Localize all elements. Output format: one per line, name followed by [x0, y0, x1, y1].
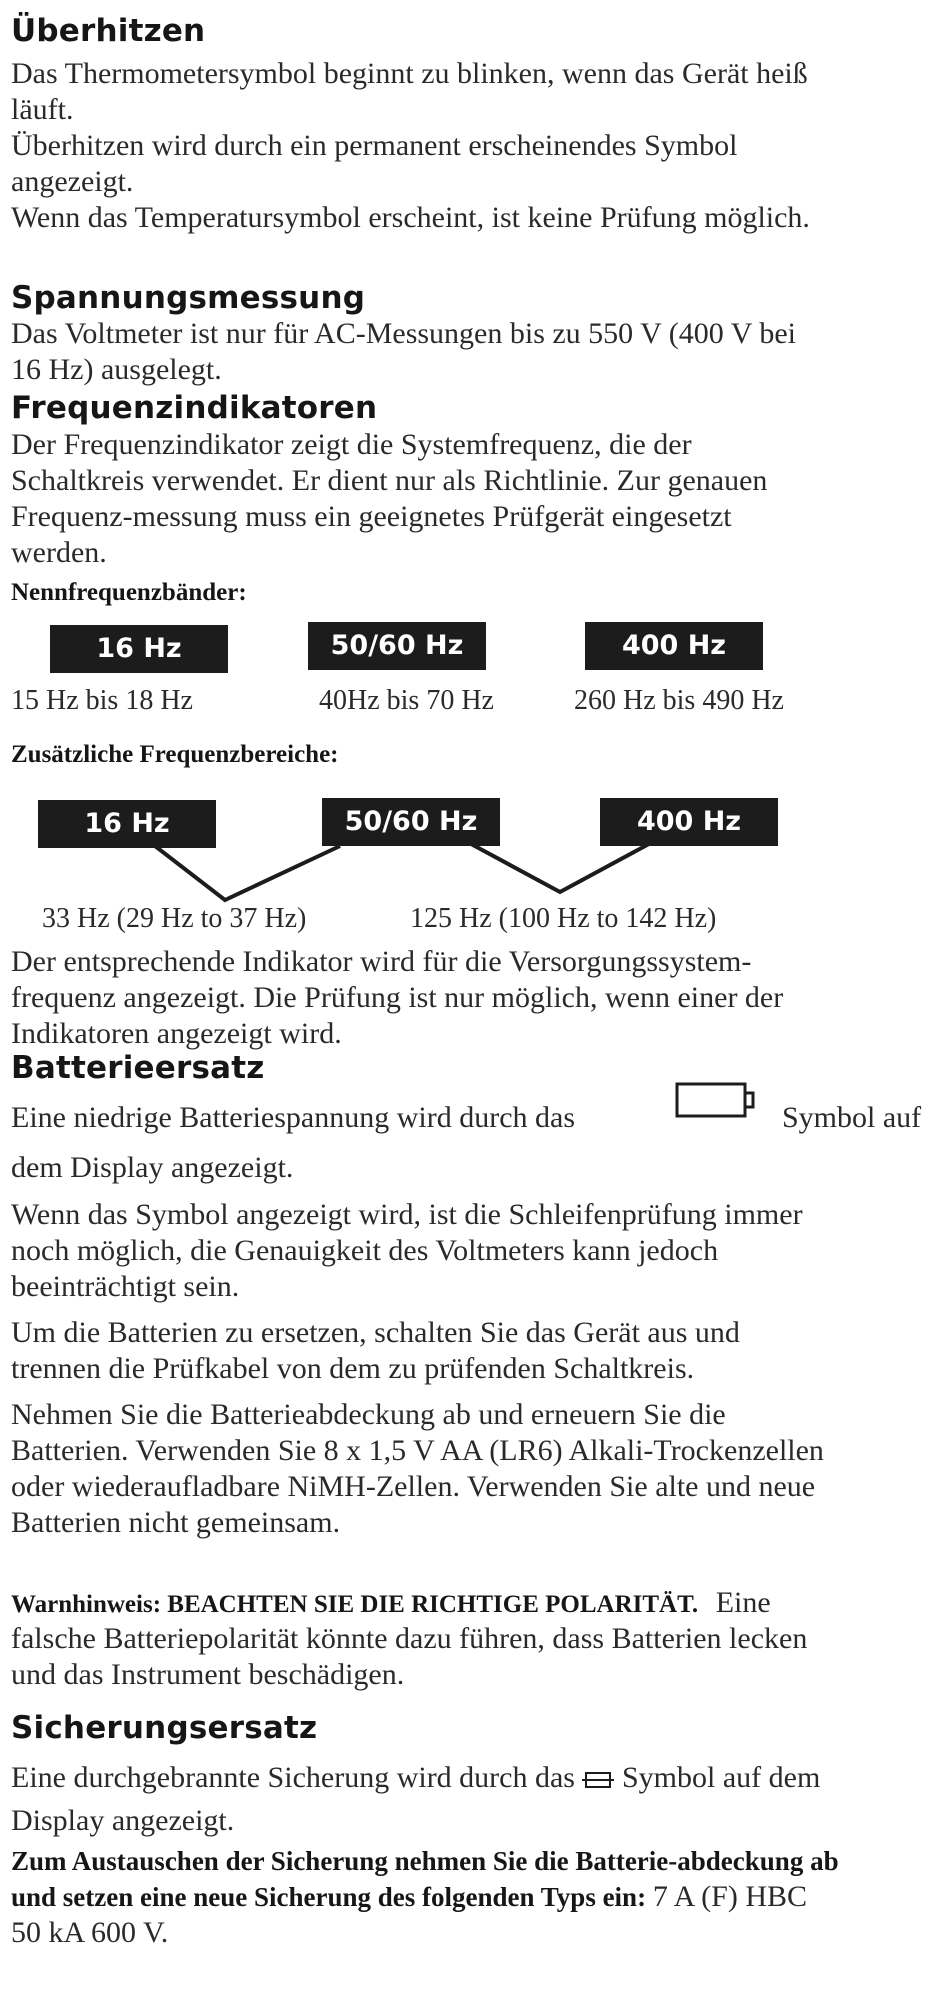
text-line: Schaltkreis verwendet. Er dient nur als Richtlinie. Zur genauen [11, 464, 768, 497]
band-range-400hz: 260 Hz bis 490 Hz [574, 685, 784, 716]
text-line: Frequenz-messung muss ein geeignetes Prüfgerät eingesetzt [11, 500, 732, 533]
text-line: oder wiederaufladbare NiMH-Zellen. Verwenden Sie alte und neue [11, 1470, 816, 1503]
text-line: läuft. [11, 93, 74, 126]
text-line: falsche Batteriepolarität könnte dazu führen, dass Batterien lecken [11, 1622, 808, 1655]
text-line: Indikatoren angezeigt wird. [11, 1017, 342, 1050]
badge-16hz: 16 Hz [50, 625, 228, 673]
badge-16hz-additional: 16 Hz [38, 800, 216, 848]
fuse-symbol-line [11, 1760, 936, 1796]
text-line: Der entsprechende Indikator wird für die Versorgungssystem- [11, 945, 752, 978]
fuse-instructions [11, 1843, 936, 1951]
band-range-50-60hz: 40Hz bis 70 Hz [319, 685, 494, 716]
text-line: werden. [11, 536, 107, 569]
badge-400hz-additional: 400 Hz [600, 798, 778, 846]
text-line: Der Frequenzindikator zeigt die Systemfrequenz, die der [11, 428, 692, 461]
text-line: trennen die Prüfkabel von dem zu prüfenden Schaltkreis. [11, 1352, 695, 1385]
battery-warning-rest [11, 1621, 936, 1693]
badge-50-60hz-additional: 50/60 Hz [322, 798, 500, 846]
fuse-symbol-after: Symbol auf dem [621, 1761, 821, 1794]
text-line: Das Thermometersymbol beginnt zu blinken, wenn das Gerät heiß [11, 57, 808, 90]
battery-para4 [11, 1397, 936, 1541]
heading-battery: Batterieersatz [11, 1050, 265, 1086]
warning-text: Eine [715, 1586, 771, 1619]
band-range-16hz: 15 Hz bis 18 Hz [11, 685, 193, 716]
text-line: frequenz angezeigt. Die Prüfung ist nur möglich, wenn einer der [11, 981, 784, 1014]
text-line: Das Voltmeter ist nur für AC-Messungen bis zu 550 V (400 V bei [11, 317, 796, 350]
overheat-text [11, 56, 936, 236]
battery-para3 [11, 1315, 936, 1387]
connector-line-33hz [155, 846, 340, 900]
heading-overheat: Überhitzen [11, 13, 206, 49]
voltage-text [11, 316, 936, 388]
heading-frequency: Frequenzindikatoren [11, 390, 378, 426]
fuse-bold-line1: Zum Austauschen der Sicherung nehmen Sie die Batterie-abdeckung ab [11, 1846, 839, 1876]
additional-bands-title: Zusätzliche Frequenzbereiche: [11, 741, 339, 768]
battery-symbol-line2: dem Display angezeigt. [11, 1151, 294, 1184]
battery-warning-line1 [11, 1585, 936, 1623]
text-line: Um die Batterien zu ersetzen, schalten Sie das Gerät aus und [11, 1316, 740, 1349]
battery-symbol-after: Symbol auf [782, 1101, 922, 1134]
fuse-icon [582, 1770, 614, 1790]
nominal-bands-title: Nennfrequenzbänder: [11, 579, 247, 606]
text-line: 16 Hz) ausgelegt. [11, 353, 222, 386]
fuse-symbol-line2: Display angezeigt. [11, 1804, 235, 1837]
text-line: noch möglich, die Genauigkeit des Voltmeters kann jedoch [11, 1234, 719, 1267]
text-line: angezeigt. [11, 165, 134, 198]
fuse-spec-line3: 50 kA 600 V. [11, 1916, 169, 1949]
text-line: Wenn das Symbol angezeigt wird, ist die Schleifenprüfung immer [11, 1198, 803, 1231]
heading-voltage: Spannungsmessung [11, 280, 366, 316]
text-line: Batterien nicht gemeinsam. [11, 1506, 341, 1539]
additional-range-33hz: 33 Hz (29 Hz to 37 Hz) [42, 903, 307, 934]
text-line: beeinträchtigt sein. [11, 1270, 240, 1303]
text-line: Batterien. Verwenden Sie 8 x 1,5 V AA (LR6) Alkali-Trockenzellen [11, 1434, 824, 1467]
warning-bold-text: Warnhinweis: BEACHTEN SIE DIE RICHTIGE POLARITÄT. [11, 1591, 699, 1618]
frequency-text [11, 427, 936, 571]
fuse-spec: 7 A (F) HBC [652, 1880, 808, 1913]
badge-400hz: 400 Hz [585, 622, 763, 670]
frequency-after-text [11, 944, 936, 1052]
battery-icon [675, 1082, 755, 1118]
battery-symbol-text: Eine niedrige Batteriespannung wird durch das [11, 1101, 575, 1134]
connector-line-125hz [460, 838, 660, 892]
text-line: Wenn das Temperatursymbol erscheint, ist keine Prüfung möglich. [11, 201, 810, 234]
heading-fuse: Sicherungsersatz [11, 1710, 318, 1746]
badge-50-60hz: 50/60 Hz [308, 622, 486, 670]
text-line: Nehmen Sie die Batterieabdeckung ab und erneuern Sie die [11, 1398, 726, 1431]
text-line: Überhitzen wird durch ein permanent erscheinendes Symbol [11, 129, 738, 162]
additional-range-125hz: 125 Hz (100 Hz to 142 Hz) [410, 903, 717, 934]
battery-para2 [11, 1197, 936, 1305]
fuse-symbol-text: Eine durchgebrannte Sicherung wird durch das [11, 1761, 575, 1794]
text-line: und das Instrument beschädigen. [11, 1658, 405, 1691]
fuse-bold-line2: und setzen eine neue Sicherung des folgenden Typs ein: [11, 1882, 647, 1912]
